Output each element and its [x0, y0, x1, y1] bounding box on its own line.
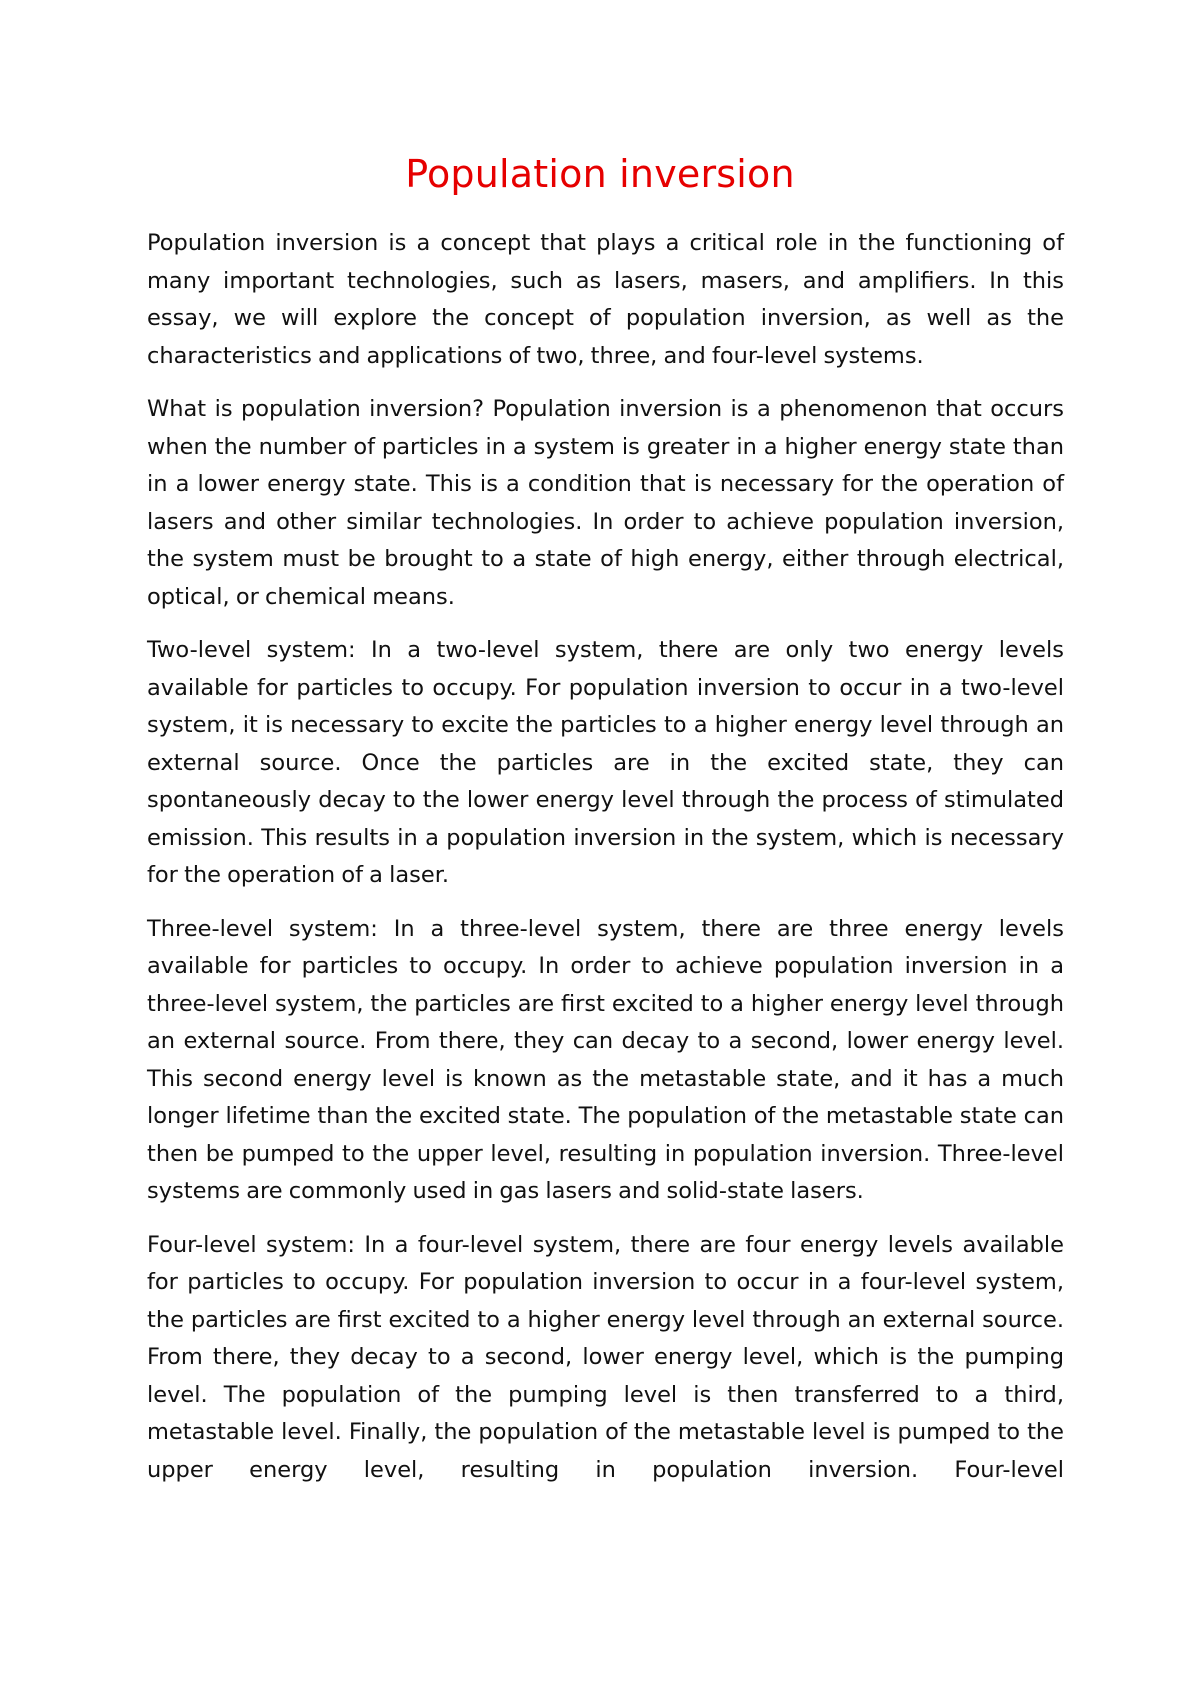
paragraph-two-level-system: Two-level system: In a two-level system, there are only two energy levels available for particles to occupy. For population inversion to occur in a two-level system, it is necessary to excite the particles to a higher energy level through an external source. Once the particles are in the excited state, they can spontaneously decay to the lower energy level through the process of stimulated emission. This results in a population inversion in the system, which is necessary for the operation of a laser. [147, 637, 1064, 888]
page-title: Population inversion [405, 152, 795, 196]
paragraph-definition: What is population inversion? Population inversion is a phenomenon that occurs when the number of particles in a system is greater in a higher energy state than in a lower energy state. This is a condition that is necessary for the operation of lasers and other similar technologies. In order to achieve population inversion, the system must be brought to a state of high energy, either through electrical, optical, or chemical means. [147, 396, 1064, 610]
document-body [147, 225, 1064, 1489]
paragraph-three-level-system: Three-level system: In a three-level system, there are three energy levels available for particles to occupy. In order to achieve population inversion in a three-level system, the particles are first excited to a higher energy level through an external source. From there, they can decay to a second, lower energy level. This second energy level is known as the metastable state, and it has a much longer lifetime than the excited state. The population of the metastable state can then be pumped to the upper level, resulting in population inversion. Three-level systems are commonly used in gas lasers and solid-state lasers. [147, 915, 1064, 1204]
paragraph-introduction: Population inversion is a concept that plays a critical role in the functioning of many important technologies, such as lasers, masers, and amplifiers. In this essay, we will explore the concept of population inversion, as well as the characteristics and applications of two, three, and four-level systems. [147, 230, 1064, 369]
paragraph-four-level-system: Four-level system: In a four-level system, there are four energy levels available for particles to occupy. For population inversion to occur in a four-level system, the particles are first excited to a higher energy level through an external source. From there, they decay to a second, lower energy level, which is the pumping level. The population of the pumping level is then transferred to a third, metastable level. Finally, the population of the metastable level is pumped to the upper energy level, resulting in population inversion. Four-level [147, 1231, 1064, 1483]
